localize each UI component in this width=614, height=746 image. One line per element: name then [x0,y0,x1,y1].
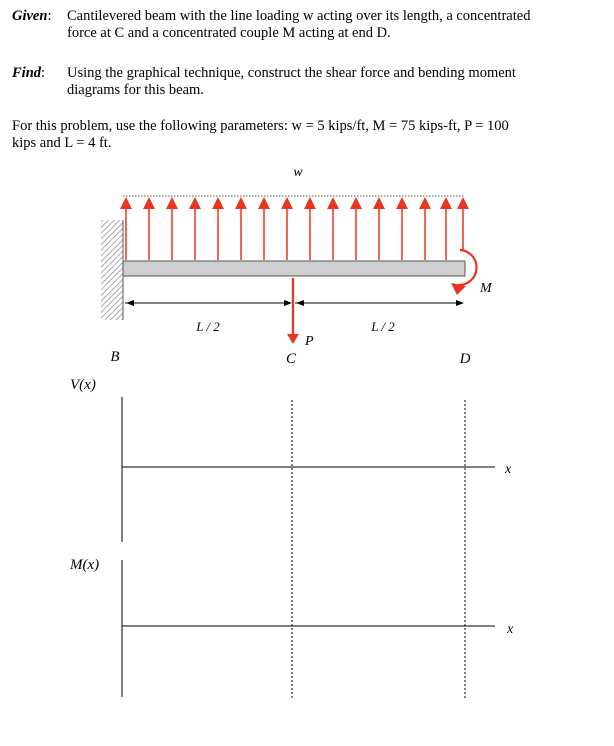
find-line-2: diagrams for this beam. [67,82,204,98]
find-line-1: Using the graphical technique, construct the shear force and bending moment [67,65,516,81]
point-b-label: B [110,349,120,365]
force-label-p: P [305,334,314,349]
parameters-line-2: kips and L = 4 ft. [12,135,112,151]
fixed-support-wall [101,220,123,320]
moment-label-m: M [480,281,492,296]
given-line-1: Cantilevered beam with the line loading w acting over its length, a concentrated [67,8,531,24]
given-label: Given: [12,8,52,24]
shear-axis-label: V(x) [70,377,96,393]
load-label-w: w [293,165,303,180]
point-c-label: C [285,351,297,367]
moment-x-label: x [507,622,514,637]
distributed-load-arrows [126,203,463,260]
parameters-line-1: For this problem, use the following parameters: w = 5 kips/ft, M = 75 kips-ft, P = 100 [12,118,509,134]
given-line-2: force at C and a concentrated couple M acting at end D. [67,25,391,41]
point-d-label: D [459,351,471,367]
span-left-label: L / 2 [196,319,220,334]
point-force-arrowhead [287,334,299,344]
shear-x-label: x [505,462,512,477]
find-label: Find: [12,65,46,81]
moment-axis-label: M(x) [70,557,100,573]
span-right-label: L / 2 [371,319,395,334]
beam [123,261,465,276]
